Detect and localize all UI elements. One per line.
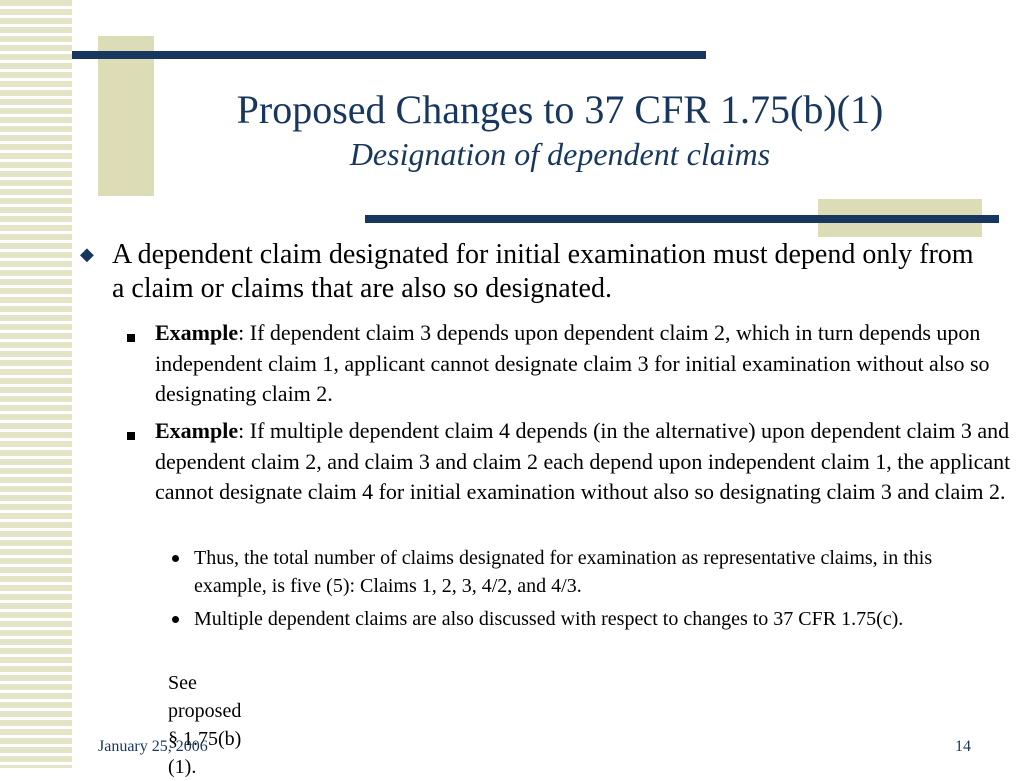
example-text: : If multiple dependent claim 4 depends (in the alternative) upon dependent claim 3 and dependent claim 2, and claim 3 and claim 2 each depend upon independent claim 1, the applicant cannot designate claim 4 for initial examination without also so designating claim 3 and claim 2. (155, 418, 1011, 504)
decorative-navy-bar-top (72, 51, 706, 59)
bullet-main: A dependent claim designated for initial examination must depend only from a claim or claims that are also so designated. (112, 239, 974, 304)
example-label: Example (155, 320, 239, 345)
page-number: 14 (955, 738, 971, 755)
subbullet-example-1 (155, 318, 1015, 410)
subsubbullet-total-claims: Thus, the total number of claims designated for examination as representative claims, in this example, is five (5): Claims 1, 2, 3, 4/2, and 4/3. (194, 547, 933, 597)
subsubbullet-multiple-dependent: Multiple dependent claims are also discussed with respect to changes to 37 CFR 1.75(c). (194, 608, 904, 630)
slide-title: Proposed Changes to 37 CFR 1.75(b)(1) (236, 87, 884, 132)
subbullet-example-2 (155, 416, 1015, 508)
example-label: Example (155, 418, 239, 443)
slide-subtitle: Designation of dependent claims (349, 136, 771, 172)
dot-bullet-icon (172, 555, 179, 562)
decorative-stripes (0, 0, 72, 768)
diamond-bullet-icon: ◆ (80, 244, 94, 264)
square-bullet-icon (127, 334, 135, 342)
footer-date: January 25, 2006 (98, 738, 208, 755)
example-text: : If dependent claim 3 depends upon dependent claim 2, which in turn depends upon independent claim 1, applicant cannot designate claim 3 for initial examination without also so designating claim 2. (155, 320, 990, 406)
dot-bullet-icon (172, 616, 179, 623)
decorative-navy-bar-bottom (365, 215, 999, 223)
square-bullet-icon (127, 432, 135, 440)
see-reference: See proposed § 1.75(b)(1). (168, 672, 242, 778)
